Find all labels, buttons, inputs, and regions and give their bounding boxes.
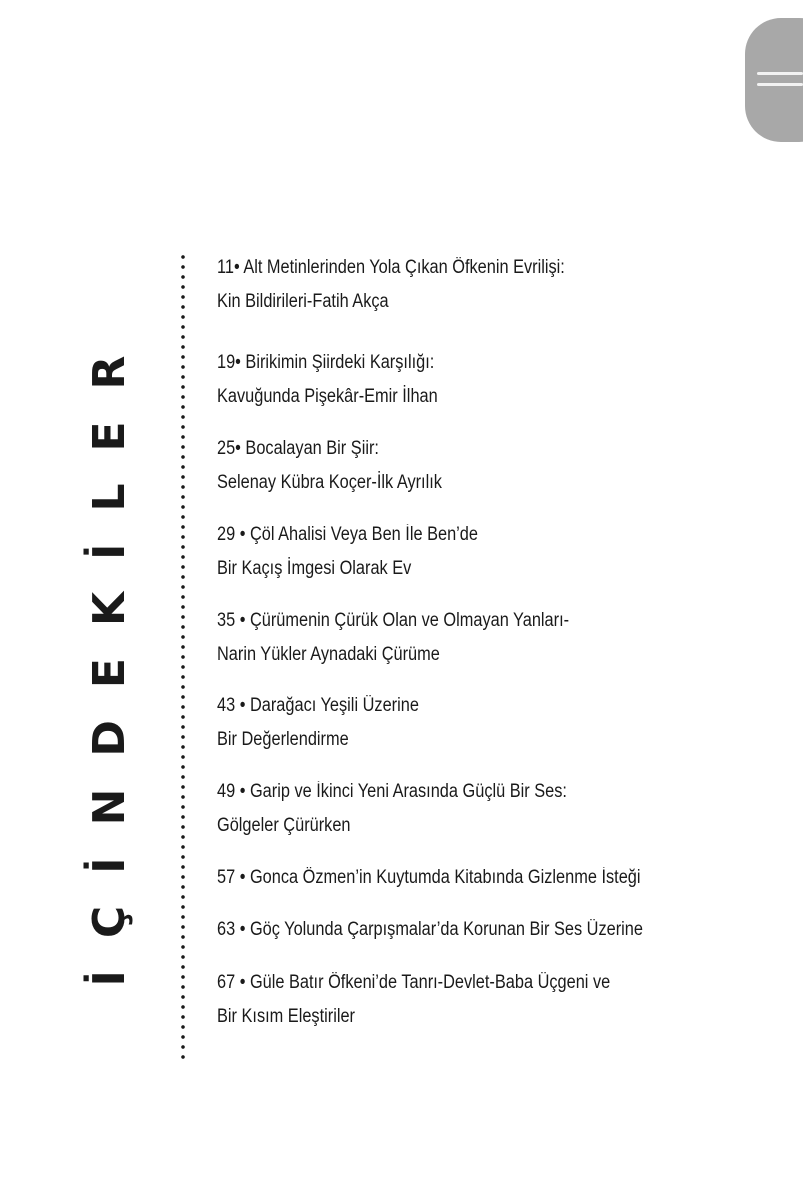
toc-entry-line: 35 • Çürümenin Çürük Olan ve Olmayan Yanları-: [217, 610, 570, 631]
toc-entry-line: Narin Yükler Aynadaki Çürüme: [217, 644, 440, 665]
toc-entry[interactable]: [217, 251, 699, 319]
toc-entry-line: Gölgeler Çürürken: [217, 815, 351, 836]
toc-entry-line: 43 • Darağacı Yeşili Üzerine: [217, 695, 419, 716]
toc-entry-line: 57 • Gonca Özmen’in Kuytumda Kitabında Gizlenme İsteği: [217, 867, 641, 888]
toc-entry[interactable]: [217, 861, 699, 895]
contents-title: İÇİNDEKİLER: [84, 323, 135, 987]
toc-entry-line: 29 • Çöl Ahalisi Veya Ben İle Ben’de: [217, 524, 478, 545]
toc-entry-line: 19• Birikimin Şiirdeki Karşılığı:: [217, 352, 435, 373]
toc-entry[interactable]: [217, 913, 699, 947]
toc-entry[interactable]: [217, 966, 699, 1034]
toc-entry[interactable]: [217, 604, 699, 672]
toc-entry-line: 11• Alt Metinlerinden Yola Çıkan Öfkenin Evrilişi:: [217, 257, 565, 278]
menu-tab[interactable]: [745, 18, 803, 142]
toc-entry[interactable]: [217, 432, 699, 500]
toc-entry-line: 67 • Güle Batır Öfkeni’de Tanrı-Devlet-Baba Üçgeni ve: [217, 972, 611, 993]
toc-entry-line: Kin Bildirileri-Fatih Akça: [217, 291, 389, 312]
hamburger-menu-icon[interactable]: [757, 72, 803, 75]
toc-entry-line: Bir Değerlendirme: [217, 729, 349, 750]
toc-entry[interactable]: [217, 518, 699, 586]
toc-entry-line: Selenay Kübra Koçer-İlk Ayrılık: [217, 472, 442, 493]
toc-entry-line: Bir Kısım Eleştiriler: [217, 1006, 356, 1027]
toc-entry[interactable]: [217, 346, 699, 414]
toc-entry-line: 49 • Garip ve İkinci Yeni Arasında Güçlü Bir Ses:: [217, 781, 567, 802]
dotted-divider: [180, 252, 186, 1060]
toc-entry[interactable]: [217, 775, 699, 843]
hamburger-menu-icon-bar[interactable]: [757, 83, 803, 86]
toc-entry-line: 63 • Göç Yolunda Çarpışmalar’da Korunan Bir Ses Üzerine: [217, 919, 643, 940]
toc-entry-line: 25• Bocalayan Bir Şiir:: [217, 438, 379, 459]
toc-entry-line: Bir Kaçış İmgesi Olarak Ev: [217, 558, 412, 579]
toc-entry[interactable]: [217, 689, 699, 757]
toc-entry-line: Kavuğunda Pişekâr-Emir İlhan: [217, 386, 438, 407]
